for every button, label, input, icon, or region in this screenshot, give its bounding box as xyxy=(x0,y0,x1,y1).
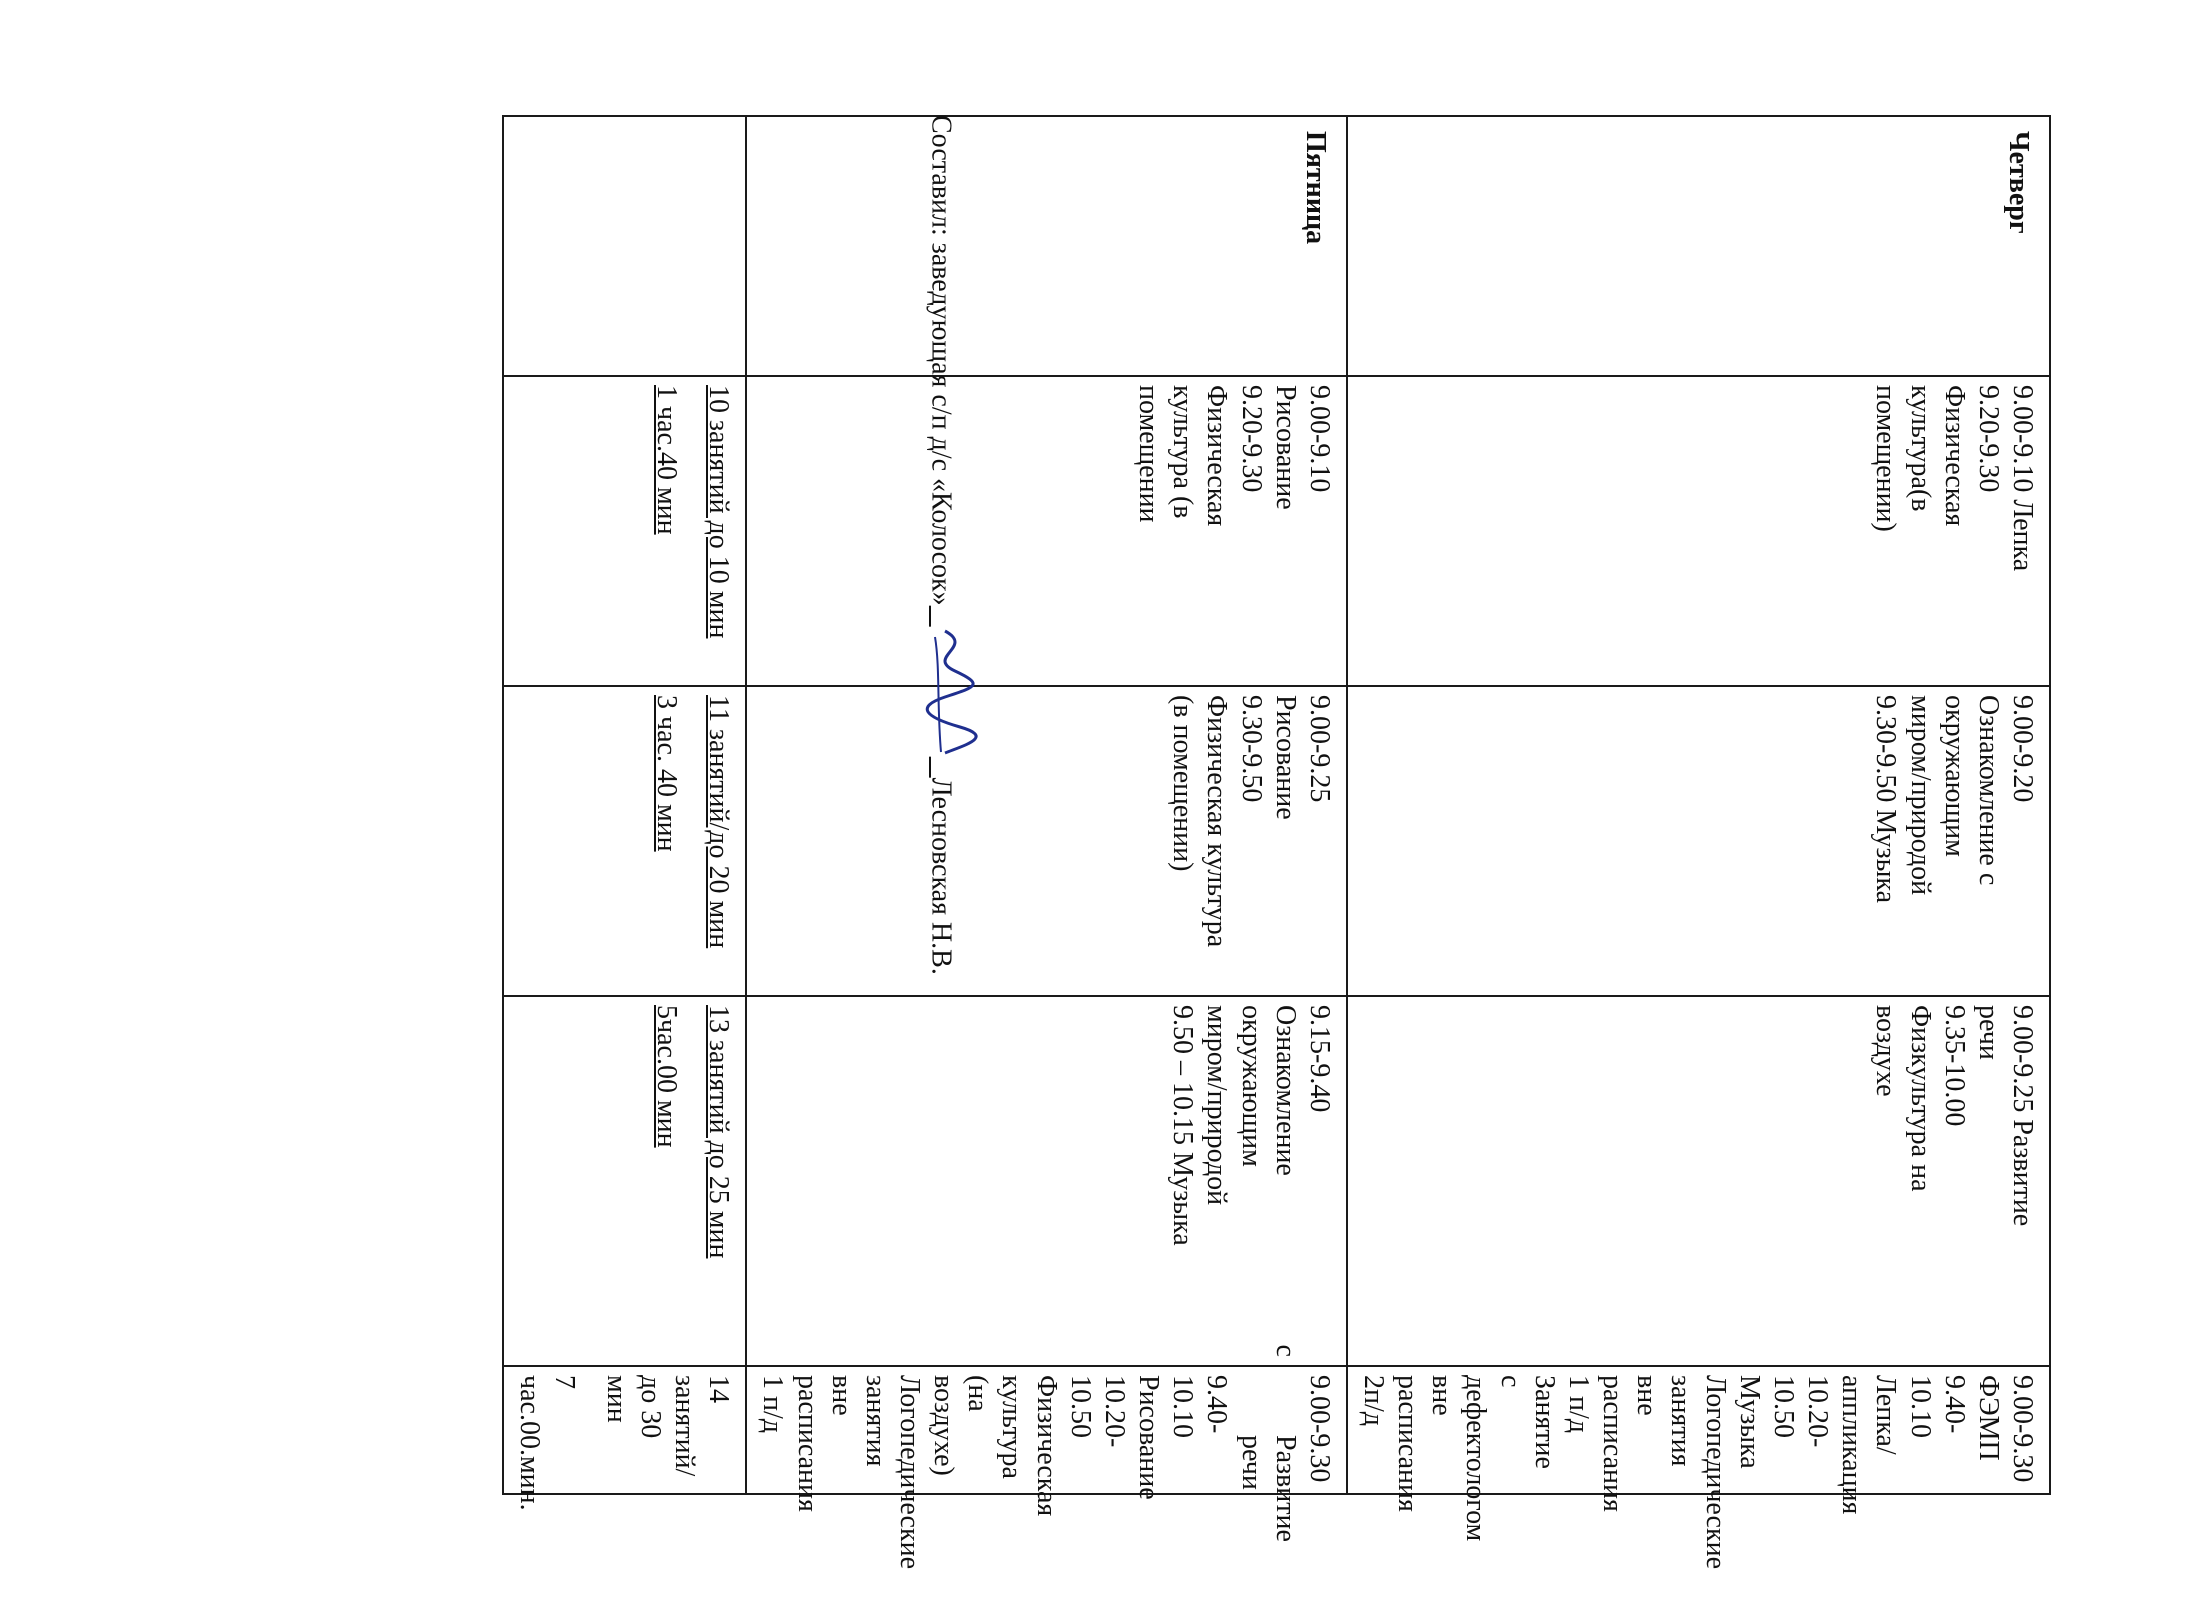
schedule-table xyxy=(502,115,2051,1570)
cell-thursday-group2: 9.00-9.20 Ознакомление с окружающим миром/природой 9.30-9.50 Музыка xyxy=(1347,686,2050,996)
table-row-friday xyxy=(746,116,1347,1494)
hours-total: 5час.00 мин xyxy=(651,1005,683,1148)
table-row-thursday xyxy=(1347,116,2050,1494)
cell-friday-group1: 9.00-9.10 Рисование 9.20-9.30 Физическая культура (в помещении xyxy=(746,376,1347,686)
signature-line xyxy=(919,115,959,975)
cell-friday-group2: 9.00-9.25 Рисование 9.30-9.50 Физическая культура (в помещении) xyxy=(746,686,1347,996)
cell-totals-group1 xyxy=(503,376,746,686)
lessons-count: 13 занятий до 25 мин xyxy=(703,1005,735,1259)
cell-thursday-group4: 9.00-9.30 ФЭМП 9.40-10.10 Лепка/аппликация 10.20-10.50 Музыка Логопедические занятия вне расписания 1 п/д Занятие с дефектологом вне расписания 2п/д xyxy=(1347,1366,2050,1494)
day-label-thursday: Четверг xyxy=(1347,116,2050,376)
signer-name: Лесновская Н.В. xyxy=(925,777,957,975)
cell-thursday-group3: 9.00-9.25 Развитие речи 9.35-10.00 Физкультура на воздухе xyxy=(1347,996,2050,1366)
lessons-count: 14 занятий/до 30 мин xyxy=(600,1375,735,1477)
hours-total: 1 час.40 мин xyxy=(651,385,683,535)
cell-totals-empty xyxy=(503,116,746,376)
cell-totals-group3 xyxy=(503,996,746,1366)
cell-friday-group4: 9.00-9.30 Развитие речи 9.40-10.10 Рисование 10.20-10.50 Физическая культура (на воздухе) Логопедические занятия вне расписания 1 п/д xyxy=(746,1366,1347,1494)
day-label-friday: Пятница xyxy=(746,116,1347,376)
lessons-count: 11 занятий/до 20 мин xyxy=(703,695,735,949)
cell-totals-group4 xyxy=(503,1366,746,1511)
hours-total: 7 час.00.мин. xyxy=(514,1375,580,1511)
compiled-by-label: Составил: заведующая с/п д/с «Колосок» xyxy=(925,115,957,606)
lessons-count: 10 занятий до 10 мин xyxy=(703,385,735,639)
handwritten-signature xyxy=(919,627,959,757)
cell-thursday-group1: 9.00-9.10 Лепка 9.20-9.30 Физическая культура(в помещении) xyxy=(1347,376,2050,686)
cell-friday-group3: 9.15-9.40 Ознакомление с окружающим миром/природой 9.50 – 10.15 Музыка xyxy=(746,996,1347,1366)
table-row-totals xyxy=(503,116,746,1494)
hours-total: 3 час. 40 мин xyxy=(651,695,683,852)
cell-totals-group2 xyxy=(503,686,746,996)
